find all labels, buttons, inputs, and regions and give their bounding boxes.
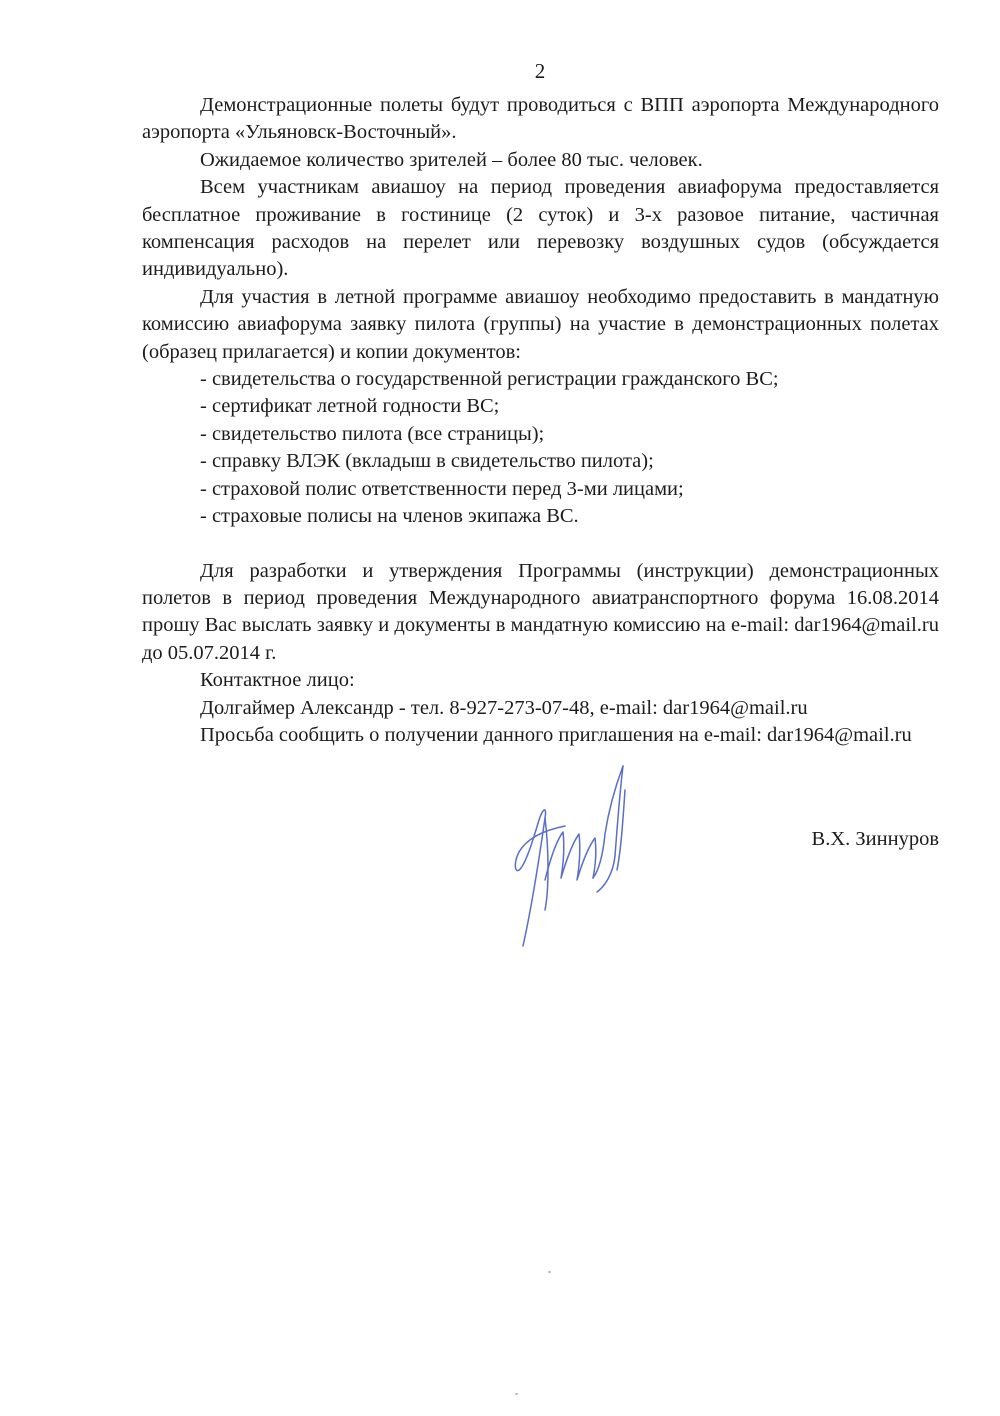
list-item: - справку ВЛЭК (вкладыш в свидетельство пилота); xyxy=(200,450,654,473)
contact-line: Долгаймер Александр - тел. 8-927-273-07-48, e-mail: dar1964@mail.ru xyxy=(200,696,808,719)
paragraph-spectators: Ожидаемое количество зрителей – более 80 тыс. человек. xyxy=(200,148,703,171)
paragraph-demo-flights: Демонстрационные полеты будут проводиться с ВПП аэропорта Международного аэропорта «Ульяновск-Восточный». xyxy=(142,94,939,144)
signature xyxy=(505,760,655,960)
paragraph-request: Для разработки и утверждения Программы (инструкции) демонстрационных полетов в период проведения Международного авиатранспортного форума 16.08.2014 прошу Вас выслать заявку и документы в мандатную комиссию на e-mail: dar1964@mail.ru до 05.07.2014 г. xyxy=(142,559,939,664)
paragraph-confirmation: Просьба сообщить о получении данного приглашения на e-mail: dar1964@mail.ru xyxy=(200,723,912,746)
contact-heading: Контактное лицо: xyxy=(200,669,355,692)
scan-speck xyxy=(548,1271,551,1273)
list-item: - страховой полис ответственности перед 3-ми лицами; xyxy=(200,477,684,500)
list-item: - страховые полисы на членов экипажа ВС. xyxy=(200,505,579,528)
handwritten-signature-icon xyxy=(505,760,655,960)
signer-name: В.Х. Зиннуров xyxy=(811,828,939,850)
paragraph-participation: Для участия в летной программе авиашоу необходимо предоставить в мандатную комиссию авиафорума заявку пилота (группы) на участие в демонстрационных полетах (образец прилагается) и копии документов: xyxy=(142,285,939,363)
paragraph-gap xyxy=(142,531,939,558)
scan-speck xyxy=(515,1393,518,1395)
list-item: - сертификат летной годности ВС; xyxy=(200,395,500,418)
paragraph-accommodation: Всем участникам авиашоу на период проведения авиафорума предоставляется бесплатное проживание в гостинице (2 суток) и 3-х разовое питание, частичная компенсация расходов на перелет или перевозку воздушных судов (обсуждается индивидуально). xyxy=(142,176,939,281)
list-item: - свидетельство пилота (все страницы); xyxy=(200,422,545,445)
page-number: 2 xyxy=(534,59,546,83)
documents-list xyxy=(142,366,939,530)
letter-body xyxy=(142,92,939,749)
list-item: - свидетельства о государственной регистрации гражданского ВС; xyxy=(200,368,779,391)
